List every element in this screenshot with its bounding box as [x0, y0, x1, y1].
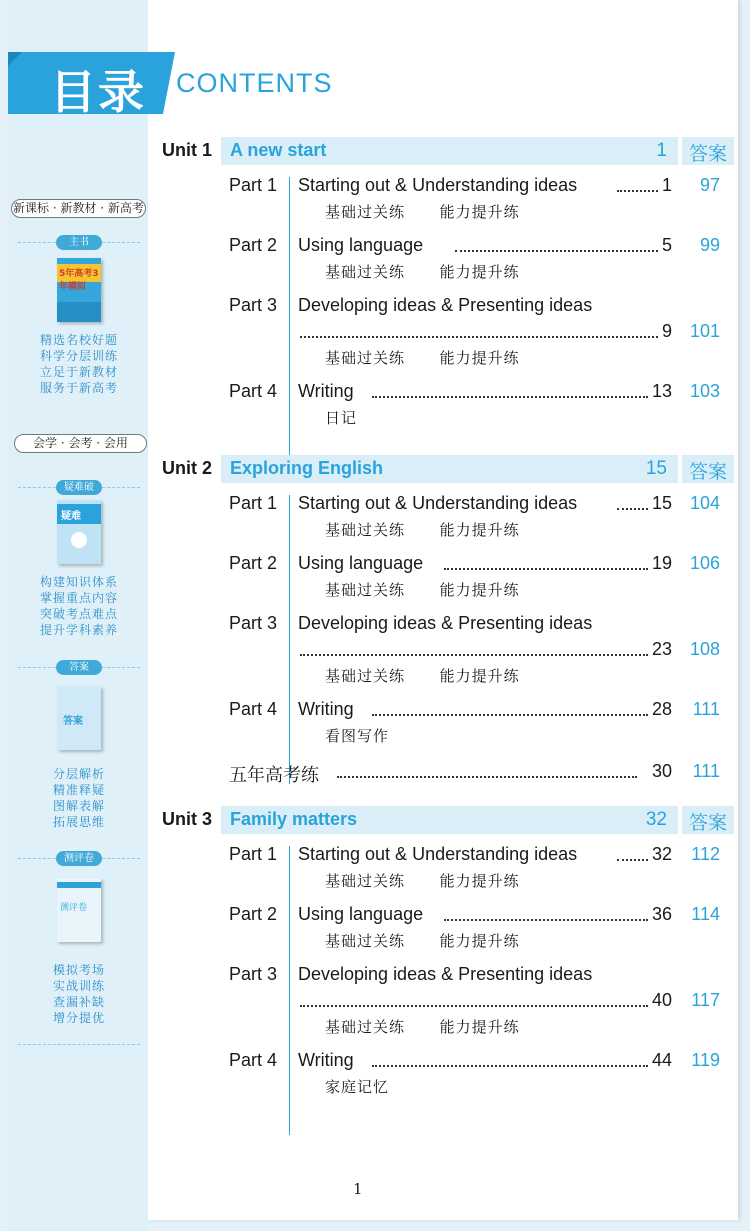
part-number: Part 3: [229, 295, 278, 315]
answer-page-link[interactable]: 101: [689, 321, 720, 341]
part-subtitle: 基础过关练 能力提升练: [325, 872, 520, 890]
feature-line: 实战训练: [52, 979, 105, 993]
answer-page-link[interactable]: 111: [692, 699, 720, 719]
part-divider-line: [289, 495, 290, 784]
part-title-link[interactable]: Using language: [298, 235, 424, 255]
tests-book-cover: [57, 878, 101, 942]
feature-line: 拓展思维: [52, 815, 105, 829]
cover-label: 5年高考3年模拟: [59, 269, 99, 292]
part-title-link[interactable]: Developing ideas & Presenting ideas: [298, 613, 593, 633]
dot-leader: [617, 859, 648, 861]
part-title-link[interactable]: Using language: [298, 904, 424, 924]
sidebar-answers-features: [18, 766, 140, 830]
dot-leader: [455, 250, 658, 252]
sidebar-pill-top: 新课标 · 新教材 · 新高考: [11, 199, 146, 218]
dot-leader: [617, 508, 648, 510]
dot-leader: [444, 919, 648, 921]
dot-leader: [617, 190, 658, 192]
answer-page-link[interactable]: 104: [689, 493, 720, 513]
answer-page-link[interactable]: 99: [699, 235, 720, 255]
dot-leader: [372, 714, 648, 716]
sidebar-tag-main: 主书: [56, 235, 102, 250]
part-number: Part 3: [229, 613, 278, 633]
part-title-link[interactable]: Developing ideas & Presenting ideas: [298, 295, 593, 315]
feature-line: 精准释疑: [52, 783, 105, 797]
part-divider-line: [289, 846, 290, 1135]
part-title-link[interactable]: Writing: [298, 1050, 354, 1070]
answer-page-link[interactable]: 97: [699, 175, 720, 195]
extra-section-title[interactable]: 五年高考练: [229, 765, 319, 786]
dot-leader: [300, 1005, 648, 1007]
part-number: Part 2: [229, 235, 278, 255]
answer-page-link[interactable]: 114: [691, 904, 720, 924]
page-number: 1: [661, 175, 672, 195]
part-title-link[interactable]: Writing: [298, 699, 354, 719]
part-title-link[interactable]: Using language: [298, 553, 424, 573]
answer-page-link[interactable]: 111: [692, 761, 720, 781]
part-number: Part 1: [229, 493, 278, 513]
part-subtitle: 基础过关练 能力提升练: [325, 521, 520, 539]
feature-line: 服务于新高考: [39, 381, 118, 395]
part-number: Part 4: [229, 381, 278, 401]
cover-label: 答案: [63, 716, 83, 727]
cover-label: 测评卷: [60, 903, 88, 913]
part-subtitle: 基础过关练 能力提升练: [325, 667, 520, 685]
feature-line: 查漏补缺: [52, 995, 105, 1009]
part-number: Part 1: [229, 175, 278, 195]
part-subtitle: 日记: [325, 409, 358, 427]
dot-leader: [444, 568, 648, 570]
part-number: Part 4: [229, 1050, 278, 1070]
answer-page-link[interactable]: 106: [689, 553, 720, 573]
part-number: Part 2: [229, 904, 278, 924]
unit-header-row[interactable]: [162, 455, 734, 483]
part-subtitle: 基础过关练 能力提升练: [325, 932, 520, 950]
part-subtitle: 基础过关练 能力提升练: [325, 203, 520, 221]
cover-label: 疑难: [61, 511, 81, 522]
feature-line: 构建知识体系: [39, 575, 118, 589]
part-title-link[interactable]: Starting out & Understanding ideas: [298, 493, 578, 513]
answer-page-link[interactable]: 117: [691, 990, 720, 1010]
page-number: 5: [661, 235, 672, 255]
feature-line: 增分提优: [52, 1011, 105, 1025]
unit-title: A new start: [230, 140, 327, 160]
answer-page-link[interactable]: 103: [689, 381, 720, 401]
sidebar-tests-features: [18, 962, 140, 1026]
divider: [18, 1044, 140, 1045]
dot-leader: [372, 1065, 648, 1067]
sidebar-pill-mid: 会学 · 会考 · 会用: [14, 434, 147, 453]
part-title-link[interactable]: Starting out & Understanding ideas: [298, 844, 578, 864]
page-number: 15: [651, 493, 672, 513]
part-title-link[interactable]: Writing: [298, 381, 354, 401]
feature-line: 图解表解: [52, 799, 105, 813]
part-divider-line: [289, 177, 290, 466]
page-number: 44: [651, 1050, 672, 1070]
feature-line: 精选名校好题: [39, 333, 118, 347]
page-number: 1: [353, 1180, 363, 1198]
unit-header-row[interactable]: [162, 806, 734, 834]
answers-book-cover: [57, 686, 101, 750]
unit-label: Unit 2: [162, 458, 213, 478]
page-number: 30: [651, 761, 672, 781]
feature-line: 突破考点难点: [39, 607, 118, 621]
dot-leader: [300, 654, 648, 656]
part-subtitle: 基础过关练 能力提升练: [325, 1018, 520, 1036]
unit-page-number: 15: [645, 458, 667, 479]
page-number: 13: [651, 381, 672, 401]
page-number: 23: [651, 639, 672, 659]
unit-answer-label: 答案: [688, 812, 727, 834]
answer-page-link[interactable]: 112: [691, 844, 720, 864]
part-subtitle: 基础过关练 能力提升练: [325, 581, 520, 599]
difficulty-book-cover: [57, 500, 101, 564]
answer-page-link[interactable]: 119: [691, 1050, 720, 1070]
sidebar-tag-tests: 测评卷: [56, 851, 102, 866]
unit-label: Unit 1: [162, 140, 213, 160]
sidebar-main-features: [18, 332, 140, 396]
unit-label: Unit 3: [162, 809, 213, 829]
header-title-en: CONTENTS: [176, 68, 333, 98]
unit-answer-label: 答案: [688, 461, 727, 483]
feature-line: 科学分层训练: [39, 349, 118, 363]
feature-line: 分层解析: [52, 767, 105, 781]
answer-page-link[interactable]: 108: [689, 639, 720, 659]
part-title-link[interactable]: Starting out & Understanding ideas: [298, 175, 578, 195]
dot-leader: [337, 776, 637, 778]
page-number: 36: [651, 904, 672, 924]
part-subtitle: 家庭记忆: [325, 1078, 390, 1096]
sidebar-tag-answers: 答案: [56, 660, 102, 675]
feature-line: 掌握重点内容: [39, 591, 118, 605]
dot-leader: [372, 396, 648, 398]
sidebar-tag-difficulty: 疑难破: [56, 480, 102, 495]
part-number: Part 4: [229, 699, 278, 719]
feature-line: 模拟考场: [52, 963, 105, 977]
header-title-cn: 目录: [50, 65, 146, 119]
unit-title: Exploring English: [230, 458, 384, 478]
feature-line: 立足于新教材: [39, 365, 118, 379]
unit-page-number: 32: [645, 809, 667, 830]
page-number: 28: [651, 699, 672, 719]
page-number: 32: [651, 844, 672, 864]
part-number: Part 3: [229, 964, 278, 984]
sidebar-difficulty-features: [18, 574, 140, 638]
unit-answer-label: 答案: [688, 143, 727, 165]
dot-leader: [300, 336, 658, 338]
page-number: 9: [661, 321, 672, 341]
unit-header-row[interactable]: [162, 137, 734, 165]
main-book-cover: [57, 258, 101, 322]
page-number: 19: [651, 553, 672, 573]
unit-title: Family matters: [230, 809, 358, 829]
part-subtitle: 基础过关练 能力提升练: [325, 349, 520, 367]
part-title-link[interactable]: Developing ideas & Presenting ideas: [298, 964, 593, 984]
part-subtitle: 基础过关练 能力提升练: [325, 263, 520, 281]
unit-page-number: 1: [656, 140, 667, 161]
feature-line: 提升学科素养: [39, 623, 118, 637]
part-number: Part 2: [229, 553, 278, 573]
part-number: Part 1: [229, 844, 278, 864]
page-number: 40: [651, 990, 672, 1010]
part-subtitle: 看图写作: [325, 727, 390, 745]
